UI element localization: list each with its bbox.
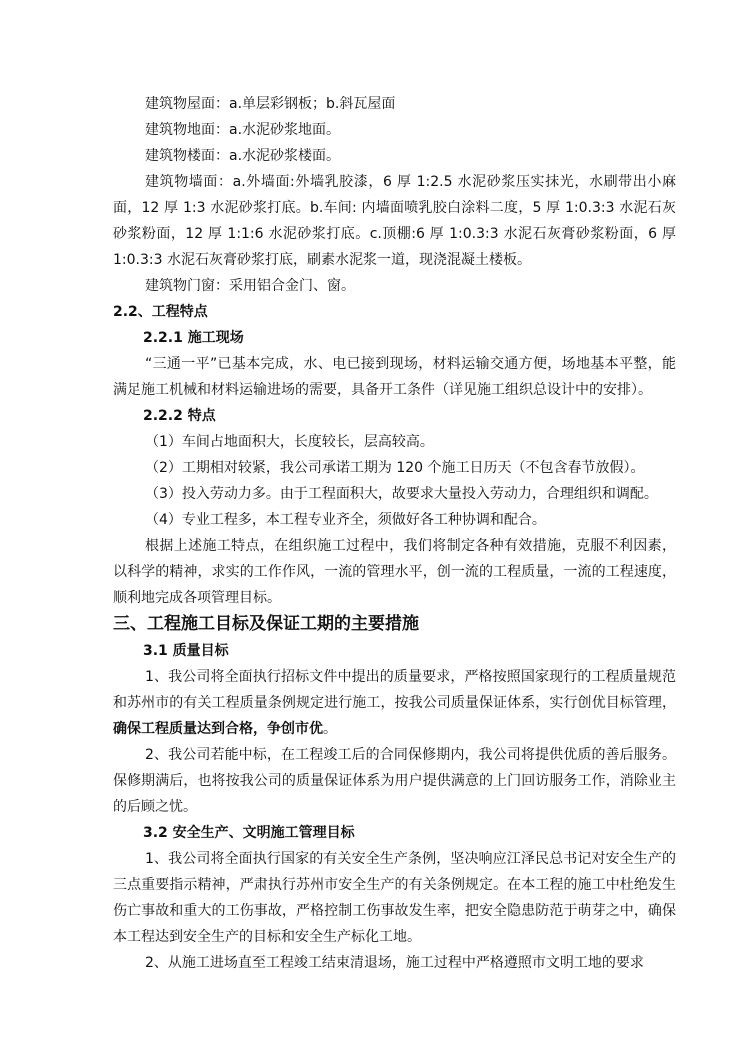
site-paragraph: “三通一平”已基本完成，水、电已接到现场，材料运输交通方便，场地基本平整，能满足施工机械和材料运输进场的需要，具备开工条件（详见施工组织总设计中的安排）。 — [113, 356, 676, 398]
door-paragraph: 建筑物门窗：采用铝合金门、窗。 — [145, 278, 355, 294]
document-body — [113, 91, 676, 976]
feature-item-2: （2）工期相对较紧，我公司承诺工期为 120 个施工日历天（不包含春节放假）。 — [145, 460, 645, 476]
section-3-2-heading: 3.2 安全生产、文明施工管理目标 — [143, 825, 355, 841]
section-2-2-heading: 2.2、工程特点 — [113, 304, 208, 320]
quality-text: 1、我公司将全面执行招标文件中提出的质量要求，严格按照国家现行的工程质量规范和苏州市的有关工程质量条例规定进行施工，按我公司质量保证体系，实行创优目标管理， — [113, 669, 676, 711]
section-3-heading: 三、工程施工目标及保证工期的主要措施 — [113, 614, 419, 634]
wall-paragraph: 建筑物墙面：a.外墙面:外墙乳胶漆，6 厚 1:2.5 水泥砂浆压实抹光，水刷带出小麻面，12 厚 1:3 水泥砂浆打底。b.车间: 内墙面喷乳胶白涂料二度，5 厚 1:0.3:3 水泥石灰砂浆粉面，12 厚 1:1:6 水泥砂浆打底。c.顶棚:6 厚 1:0.3:3 水泥石灰膏砂浆粉面，6 厚 1:0.3:3 水泥石灰膏砂浆打底，刷素水泥浆一道，现浇混凝土楼板。 — [113, 174, 676, 268]
quality-paragraph-1 — [113, 664, 676, 742]
ground-paragraph: 建筑物地面：a.水泥砂浆地面。 — [145, 122, 341, 138]
quality-goal-bold: 确保工程质量达到合格，争创市优 — [113, 721, 323, 737]
section-2-2-1-heading: 2.2.1 施工现场 — [143, 330, 244, 346]
safety-paragraph-2: 2、从施工进场直至工程竣工结束清退场，施工过程中严格遵照市文明工地的要求 — [145, 955, 644, 971]
floor-paragraph: 建筑物楼面：a.水泥砂浆楼面。 — [145, 148, 341, 164]
quality-text-end: 。 — [323, 721, 337, 737]
feature-item-1: （1）车间占地面积大，长度较长，层高较高。 — [145, 434, 434, 450]
feature-item-4: （4）专业工程多，本工程专业齐全，须做好各工种协调和配合。 — [145, 512, 546, 528]
section-2-2-2-heading: 2.2.2 特点 — [143, 408, 216, 424]
section-3-1-heading: 3.1 质量目标 — [143, 643, 229, 659]
roof-paragraph: 建筑物屋面：a.单层彩钢板；b.斜瓦屋面 — [145, 96, 396, 112]
summary-paragraph: 根据上述施工特点，在组织施工过程中，我们将制定各种有效措施，克服不利因素，以科学的精神，求实的工作作风，一流的管理水平，创一流的工程质量，一流的工程速度，顺利地完成各项管理目标。 — [113, 538, 676, 606]
quality-paragraph-2: 2、我公司若能中标，在工程竣工后的合同保修期内，我公司将提供优质的善后服务。保修期满后，也将按我公司的质量保证体系为用户提供满意的上门回访服务工作，消除业主的后顾之忧。 — [113, 747, 676, 815]
safety-paragraph-1: 1、我公司将全面执行国家的有关安全生产条例，坚决响应江泽民总书记对安全生产的三点重要指示精神，严肃执行苏州市安全生产的有关条例规定。在本工程的施工中杜绝发生伤亡事故和重大的工伤事故，严格控制工伤事故发生率，把安全隐患防范于萌芽之中，确保本工程达到安全生产的目标和安全生产标化工地。 — [113, 851, 676, 945]
feature-item-3: （3）投入劳动力多。由于工程面积大，故要求大量投入劳动力，合理组织和调配。 — [145, 486, 658, 502]
